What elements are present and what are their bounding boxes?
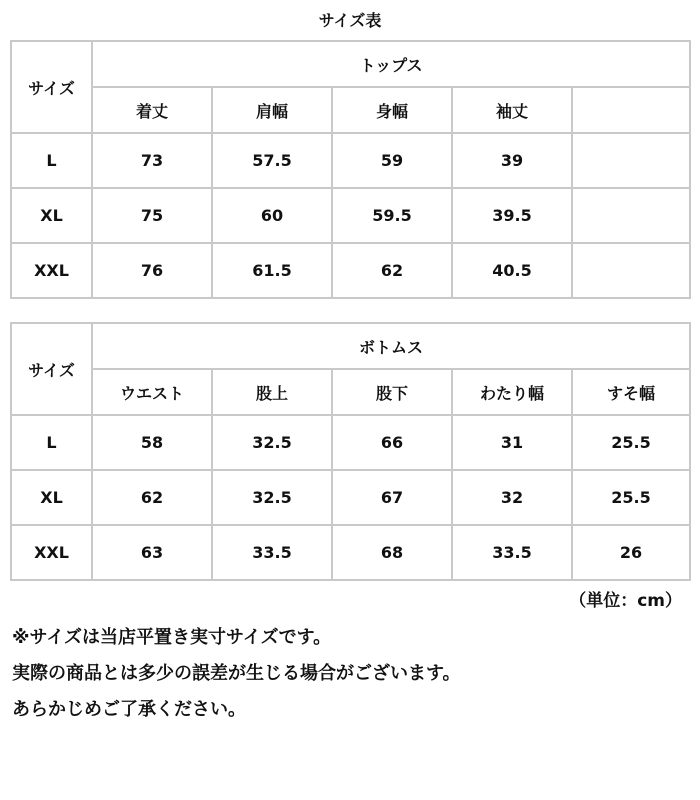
table-cell: 61.5: [212, 243, 332, 298]
table-cell: 57.5: [212, 133, 332, 188]
table-cell: 59.5: [332, 188, 452, 243]
table-cell: [572, 133, 690, 188]
table-cell: 31: [452, 415, 572, 470]
table-cell: 25.5: [572, 415, 690, 470]
table-cell: 76: [92, 243, 212, 298]
table-row: [11, 133, 690, 188]
note-line: あらかじめご了承ください。: [12, 699, 246, 720]
table-cell: 32.5: [212, 470, 332, 525]
unit-label: （単位：cm）: [569, 591, 682, 611]
column-header: [572, 87, 690, 133]
bottoms-size-table: [10, 322, 691, 581]
table-row: [11, 188, 690, 243]
table-cell: [572, 243, 690, 298]
table-cell: 39: [452, 133, 572, 188]
page-title: サイズ表: [318, 11, 382, 30]
notes: [12, 620, 461, 728]
note-line: 実際の商品とは多少の誤差が生じる場合がございます。: [12, 663, 461, 684]
table-cell: 26: [572, 525, 690, 580]
table-cell: 62: [332, 243, 452, 298]
table-row: [11, 415, 690, 470]
table-cell: 25.5: [572, 470, 690, 525]
size-label: XL: [11, 470, 92, 525]
table-cell: 67: [332, 470, 452, 525]
column-header: 肩幅: [212, 87, 332, 133]
table-cell: 58: [92, 415, 212, 470]
column-header: すそ幅: [572, 369, 690, 415]
size-header: サイズ: [11, 41, 92, 133]
size-label: XXL: [11, 243, 92, 298]
table-cell: 60: [212, 188, 332, 243]
note-line: ※サイズは当店平置き実寸サイズです。: [12, 627, 332, 648]
column-header: 股下: [332, 369, 452, 415]
table-row: [11, 525, 690, 580]
column-header: わたり幅: [452, 369, 572, 415]
column-header: ウエスト: [92, 369, 212, 415]
table-cell: 63: [92, 525, 212, 580]
size-label: XXL: [11, 525, 92, 580]
size-label: L: [11, 133, 92, 188]
column-header: 着丈: [92, 87, 212, 133]
table-cell: 59: [332, 133, 452, 188]
tops-size-table: [10, 40, 691, 299]
table-cell: 32: [452, 470, 572, 525]
bottoms-label: ボトムス: [92, 323, 690, 369]
table-cell: 73: [92, 133, 212, 188]
table-cell: 62: [92, 470, 212, 525]
column-header: 袖丈: [452, 87, 572, 133]
table-row: [11, 470, 690, 525]
table-cell: 39.5: [452, 188, 572, 243]
table-cell: 66: [332, 415, 452, 470]
column-header: 股上: [212, 369, 332, 415]
column-header: 身幅: [332, 87, 452, 133]
tops-label: トップス: [92, 41, 690, 87]
table-cell: 32.5: [212, 415, 332, 470]
table-cell: 33.5: [212, 525, 332, 580]
table-cell: 75: [92, 188, 212, 243]
size-label: L: [11, 415, 92, 470]
size-label: XL: [11, 188, 92, 243]
table-row: [11, 243, 690, 298]
table-cell: 33.5: [452, 525, 572, 580]
size-header: サイズ: [11, 323, 92, 415]
table-cell: 40.5: [452, 243, 572, 298]
table-cell: [572, 188, 690, 243]
table-cell: 68: [332, 525, 452, 580]
